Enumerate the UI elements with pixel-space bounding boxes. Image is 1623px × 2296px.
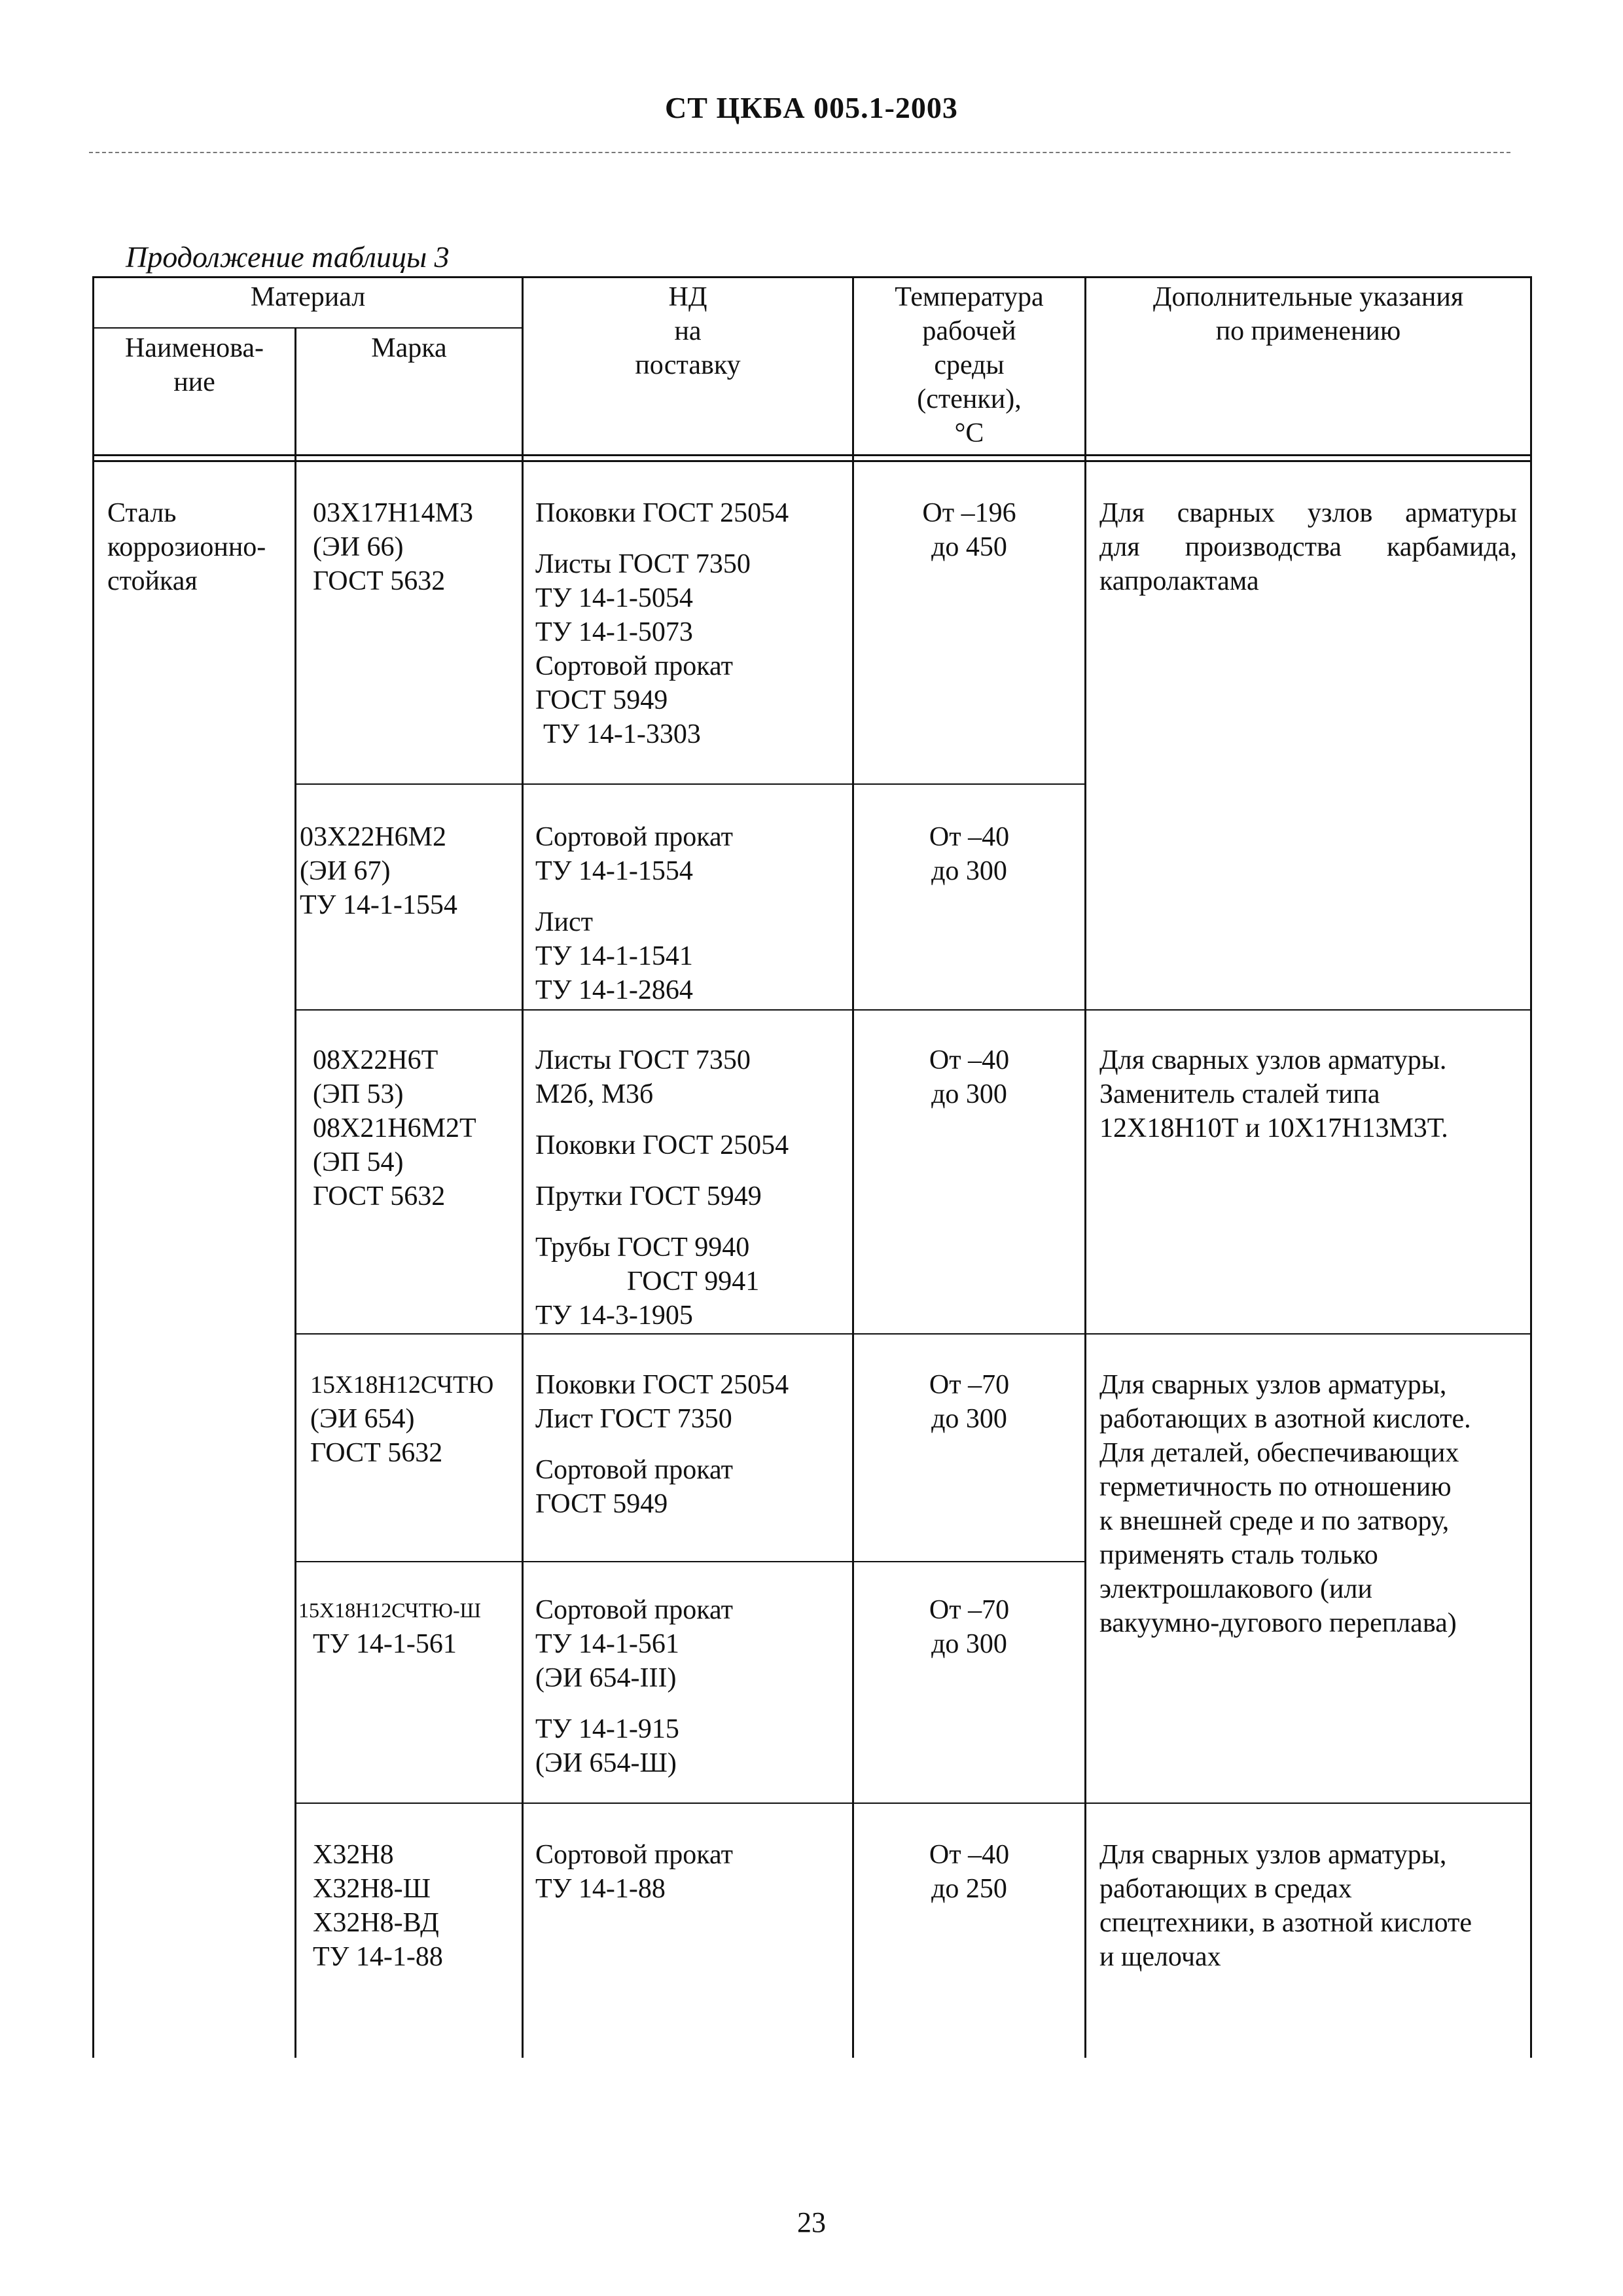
notes-cell: Для сварных узлов арматуры. Заменитель сталей типа 12Х18Н10Т и 10Х17Н13М3Т. bbox=[1099, 1045, 1448, 1143]
nd-cell: Сортовой прокат ТУ 14-1-561 (ЭИ 654-III) ТУ 14-1-915 (ЭИ 654-Ш) bbox=[535, 1595, 733, 1778]
header-temperature: Температура рабочей среды (стенки), °С bbox=[895, 282, 1044, 448]
notes-cell: Для сварных узлов арматуры, работающих в средах спецтехники, в азотной кислоте и щелочах bbox=[1099, 1840, 1472, 1972]
row-divider-2 bbox=[294, 1009, 1532, 1011]
table-row: 08Х22Н6Т (ЭП 53) 08Х21Н6М2Т (ЭП 54) ГОСТ 5632 bbox=[313, 1045, 476, 1211]
table-col-divider-grade bbox=[294, 327, 296, 2058]
header-bottom-line-1 bbox=[92, 454, 1532, 456]
table-border-top bbox=[92, 276, 1532, 278]
header-material: Материал bbox=[250, 282, 366, 312]
nd-cell: Сортовой прокат ТУ 14-1-88 bbox=[535, 1840, 733, 1904]
nd-cell: Сортовой прокат ТУ 14-1-1554 Лист ТУ 14-1-1541 ТУ 14-1-2864 bbox=[535, 822, 733, 1005]
header-notes: Дополнительные указания по применению bbox=[1152, 282, 1464, 346]
row-divider-3 bbox=[294, 1333, 1532, 1335]
header-grade: Марка bbox=[371, 333, 447, 363]
table-row: 03Х17Н14М3 (ЭИ 66) ГОСТ 5632 bbox=[313, 498, 474, 596]
table-col-divider-notes bbox=[1084, 276, 1086, 2058]
nd-cell: Поковки ГОСТ 25054 Листы ГОСТ 7350 ТУ 14-1-5054 ТУ 14-1-5073 Сортовой прокат ГОСТ 5949 ТУ 14-1-3303 bbox=[535, 498, 789, 749]
material-name-cell: Сталь коррозионно- стойкая bbox=[107, 498, 266, 596]
header-nd: НД на поставку bbox=[635, 282, 741, 380]
temperature-cell: От –40 до 250 bbox=[929, 1840, 1010, 1904]
temperature-cell: От –70 до 300 bbox=[929, 1370, 1010, 1434]
table-col-divider-nd bbox=[522, 276, 524, 2058]
header-name: Наименова- ние bbox=[124, 333, 264, 397]
table-row: 03Х22Н6М2 (ЭИ 67) ТУ 14-1-1554 bbox=[300, 822, 457, 920]
nd-cell: Поковки ГОСТ 25054 Лист ГОСТ 7350 Сортовой прокат ГОСТ 5949 bbox=[535, 1370, 789, 1519]
temperature-cell: От –196 до 450 bbox=[922, 498, 1016, 562]
table-border-left bbox=[92, 276, 94, 2058]
nd-cell: Листы ГОСТ 7350 М2б, М3б Поковки ГОСТ 25054 Прутки ГОСТ 5949 Трубы ГОСТ 9940 ГОСТ 9941 ТУ 14-3-1905 bbox=[535, 1045, 789, 1331]
temperature-cell: От –70 до 300 bbox=[929, 1595, 1010, 1659]
table-continuation-caption: Продолжение таблицы 3 bbox=[126, 240, 450, 274]
page-number: 23 bbox=[797, 2206, 826, 2238]
row-divider-5 bbox=[294, 1803, 1532, 1804]
temperature-cell: От –40 до 300 bbox=[929, 822, 1010, 886]
document-header: СТ ЦКБА 005.1-2003 bbox=[665, 91, 958, 124]
row-divider-4 bbox=[294, 1561, 1086, 1562]
temperature-cell: От –40 до 300 bbox=[929, 1045, 1010, 1109]
notes-cell: Для сварных узлов арматуры, работающих в азотной кислоте. Для деталей, обеспечивающих герметичность по отношению к внешней среде и по затвору, применять сталь только электрошлакового (или вакуумно-дугового переплава) bbox=[1099, 1370, 1471, 1638]
notes-cell: Для сварных узлов арматуры для производства карбамида, капролактама bbox=[1099, 498, 1517, 596]
row-divider-1 bbox=[294, 783, 1086, 785]
table-border-right bbox=[1530, 276, 1532, 2058]
material-subheader-line bbox=[92, 327, 524, 329]
header-bottom-line-2 bbox=[92, 460, 1532, 462]
table-row: 15Х18Н12СЧТЮ (ЭИ 654) ГОСТ 5632 bbox=[310, 1371, 494, 1468]
table-row: Х32Н8 Х32Н8-Ш Х32Н8-ВД ТУ 14-1-88 bbox=[313, 1840, 443, 1972]
table-row: 15Х18Н12СЧТЮ-Ш ТУ 14-1-561 bbox=[298, 1598, 481, 1659]
